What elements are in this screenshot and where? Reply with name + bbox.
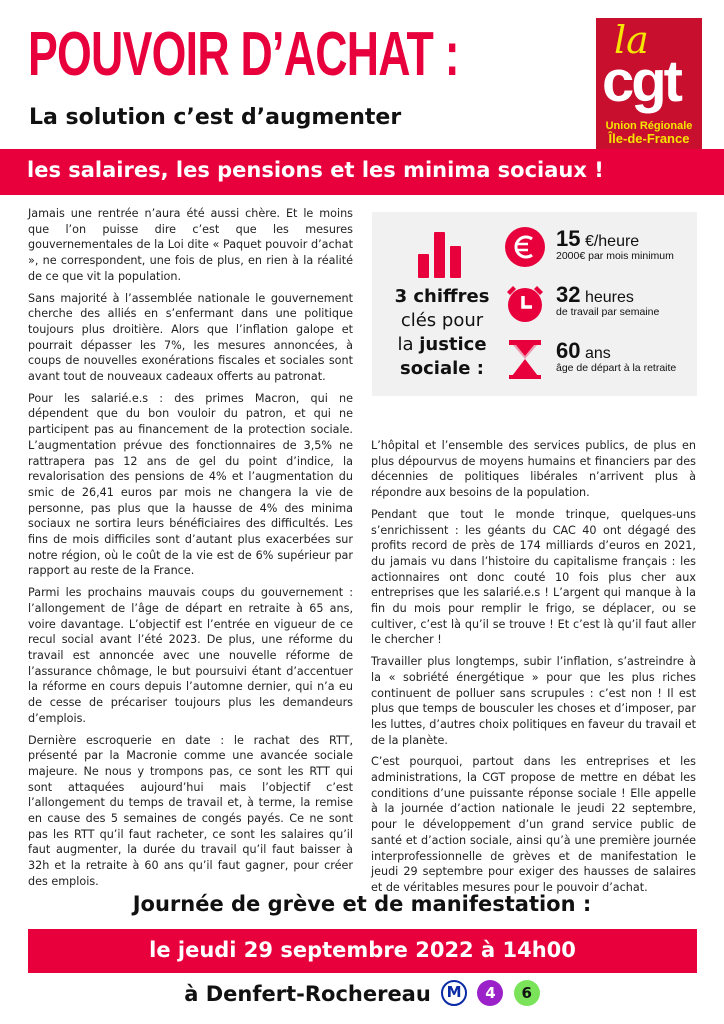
key-figures-label-line3-bold: justice <box>419 334 487 355</box>
key-figure-hours <box>504 282 694 332</box>
key-figures-label <box>382 285 502 381</box>
headline-banner <box>0 149 724 195</box>
key-figures-box <box>372 212 697 396</box>
line-6-icon: 6 <box>514 980 540 1006</box>
paragraph: Travailler plus longtemps, subir l’inflation, s’astreindre à la « sobriété énergétique » pour que les plus riches continuent de polluer sans scrupules : c’est non ! Il est plus que temps de bousculer les choses et d’imposer, par les luttes, d’autres choix politiques en faveur du travail et de la planète. <box>371 655 696 747</box>
key-figure-value: 15 <box>556 226 581 251</box>
key-figure-retirement <box>504 338 694 388</box>
logo-name: cgt <box>602 49 680 114</box>
hourglass-icon <box>504 338 546 380</box>
date-banner <box>28 929 697 973</box>
footer-title: Journée de grève et de manifestation : <box>132 892 592 916</box>
key-figure-value: 32 <box>556 282 581 307</box>
key-figure-unit: ans <box>584 345 611 362</box>
paragraph: Jamais une rentrée n’aura été aussi chère. Et le moins que l’on puisse dire c’est que les mesures gouvernementales de la Loi dite « Paquet pouvoir d’achat », ne correspondent, une fois de plus, en rien à la réalité de ce que vit la population. <box>28 207 353 283</box>
key-figure-detail: 2000€ par mois minimum <box>556 250 674 262</box>
paragraph: Pour les salarié.e.s : des primes Macron, qui ne dépendent que du bon vouloir du patron, et qui ne participent pas au financement de la protection sociale. L’augmentation prévue des fonctionnaires de 3,5% ne rattrapera pas 12 ans de gel du point d’indice, la revalorisation des pensions de 4% et l’augmentation du smic de 26,41 euros par mois ne changera la vie de personne, pas plus que la hausse de 4% des minima sociaux ne sortira leurs bénéficiaires des difficultés. Les fins de mois difficiles sont d’autant plus exacerbées sur notre région, où le coût de la vie est de 6% supérieur par rapport au reste de la France. <box>28 391 353 578</box>
headline-banner-text: les salaires, les pensions et les minima sociaux ! <box>27 158 604 182</box>
key-figure-detail: âge de départ à la retraite <box>556 362 677 374</box>
logo-line2: Île-de-France <box>608 131 690 146</box>
alarm-clock-icon <box>504 282 546 324</box>
right-column <box>371 438 696 902</box>
location-name: à Denfert-Rochereau <box>184 982 431 1006</box>
key-figure-detail: de travail par semaine <box>556 306 660 318</box>
euro-icon <box>504 226 546 268</box>
logo-script: la <box>614 18 649 62</box>
paragraph: Sans majorité à l’assemblée nationale le gouvernement cherche des alliés en s’enfermant dans une politique toujours plus droitière. Alors que l’inflation galope et pourrait dépasser les 7%, les mesures annoncées, à coups de nouvelles exonérations fiscales et sociales sont avant tout de nouveaux cadeaux offerts au patronat. <box>28 291 353 384</box>
page-subtitle: La solution c’est d’augmenter <box>29 105 402 130</box>
logo-line1: Union Régionale <box>605 120 693 132</box>
paragraph: C’est pourquoi, partout dans les entreprises et les administrations, la CGT propose de mettre en débat les conditions d’une puissante réponse sociale ! Elle appelle à la journée d’action nationale le jeudi 22 septembre, pour le développement d’un grand service public de santé et d’action sociale, ainsi qu’à une première journée interprofessionnelle de grèves et de manifestation le jeudi 29 septembre pour exiger des hausses de salaires et de véritables mesures pour le pouvoir d’achat. <box>371 755 696 894</box>
paragraph: Dernière escroquerie en date : le rachat des RTT, présenté par la Macronie comme une avancée sociale majeure. Ne nous y trompons pas, ce sont les RTT qui sont attaquées aujourd’hui mais l’objectif c’est l’allongement du temps de travail et, à terme, la remise en cause des 5 semaines de congés payés. Ce ne sont pas les RTT qu’il faut racheter, ce sont les salaires qu’il faut augmenter, la durée du travail qu’il faut baisser à 32h et la retraite à 60 ans qu’il faut gagner, pour créer des emplois. <box>28 733 353 888</box>
key-figure-unit: heures <box>584 289 634 306</box>
key-figure-value: 60 <box>556 338 581 363</box>
key-figures-label-line2: clés pour <box>400 310 484 331</box>
key-figures-label-line3: la <box>397 334 420 355</box>
paragraph: L’hôpital et l’ensemble des services publics, de plus en plus dépourvus de moyens humains et financiers par des décennies de politiques libérales n’arrivent plus à répondre aux besoins de la population. <box>371 439 696 500</box>
key-figure-wage <box>504 226 694 276</box>
key-figures-label-line1: 3 chiffres <box>394 286 490 307</box>
event-location <box>0 982 724 1008</box>
paragraph: Parmi les prochains mauvais coups du gouvernement : l’allongement de l’âge de départ en retraite à 65 ans, voire davantage. L’objectif est l’entrée en vigueur de ce recul social avant l’été 2023. De plus, une réforme du travail est annoncée avec une nouvelle réforme de l’assurance chômage, le but poursuivi étant d’accentuer la réforme en cours depuis l’automne dernier, qui n’a eu de cesse de précariser toujours plus les demandeurs d’emplois. <box>28 586 353 725</box>
event-date: le jeudi 29 septembre 2022 à 14h00 <box>149 938 576 962</box>
left-column <box>28 206 353 896</box>
bar-chart-icon <box>418 232 462 278</box>
cgt-logo <box>596 18 702 150</box>
key-figures-label-line4: sociale : <box>400 358 484 379</box>
page-title: POUVOIR D’ACHAT : <box>28 20 459 89</box>
key-figure-unit: €/heure <box>584 233 640 250</box>
line-4-icon: 4 <box>477 980 503 1006</box>
metro-icon: M <box>441 980 467 1006</box>
paragraph: Pendant que tout le monde trinque, quelques-uns s’enrichissent : les géants du CAC 40 ont dégagé des profits record de près de 174 milliards d’euros en 2021, du jamais vu dans l’histoire du capitalisme français : les actionnaires ont donc couté 10 fois plus cher aux entreprises que les salarié.e.s ! L’argent qui manque à la fin du mois pour remplir le frigo, se déplacer, ou se cultiver, c’est là qu’il se trouve ! Et c’est là qu’il faut aller le chercher ! <box>371 507 696 647</box>
